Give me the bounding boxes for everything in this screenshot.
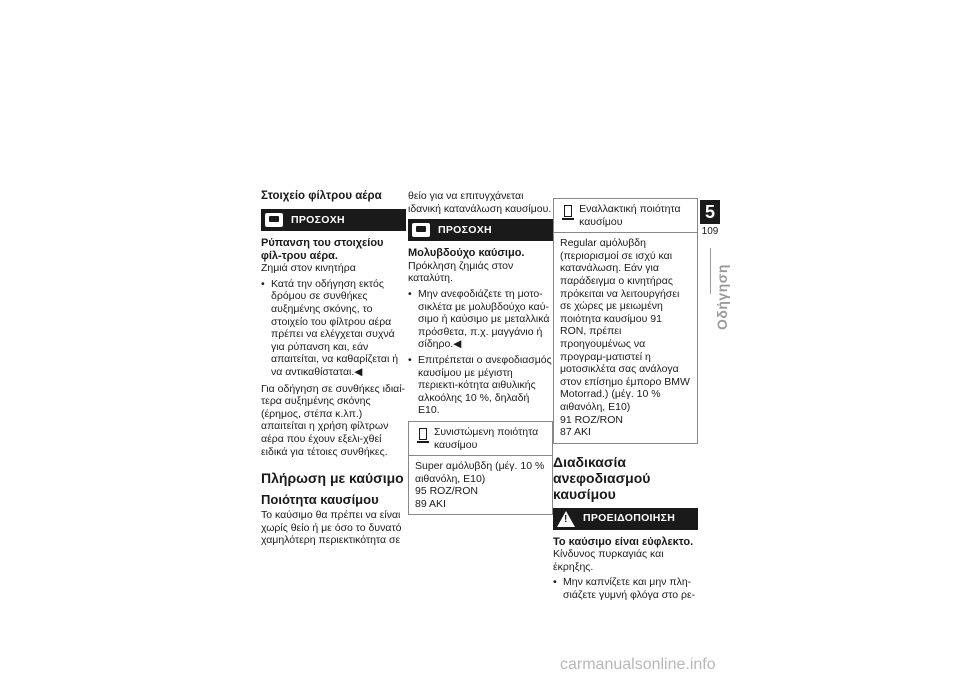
caution-consequence: Πρόκληση ζημιάς στον καταλύτη. [408, 259, 514, 285]
divider [710, 248, 711, 294]
warning-consequence: Κίνδυνος πυρκαγιάς και έκρηξης. [553, 548, 664, 573]
recommended-fuel-box [408, 421, 553, 516]
fuel-ron: 95 ROZ/RON [415, 485, 479, 498]
warning-subject: Το καύσιμο είναι εύφλεκτο. [553, 535, 694, 548]
page-number: 109 [701, 226, 719, 237]
chapter-marker [700, 200, 720, 237]
box-header [554, 199, 697, 233]
box-title: Εναλλακτική ποιότητα καυσίμου [579, 203, 681, 228]
heading-air-filter: Στοιχείο φίλτρου αέρα [261, 190, 382, 202]
caution-banner [261, 209, 406, 231]
box-title: Συνιστώμενη ποιότητα καυσίμου [433, 425, 539, 451]
column-3 [553, 190, 698, 606]
chapter-side-label: Οδήγηση [714, 264, 730, 330]
box-body [554, 233, 697, 443]
list-item: • Μην ανεφοδιάζετε τη μοτο-σικλέτα με μολυβδούχο καύ-σιμο ή καύσιμο με μεταλλικά πρόσθετα, π.χ. μαγγάνιο ή σίδηρο.◀ [408, 288, 553, 351]
heading-fuel-quality: Ποιότητα καυσίμου [261, 492, 379, 508]
caution-list [408, 288, 553, 417]
paragraph: Για οδήγηση σε συνθήκες ιδιαί-τερα αυξημένης σκόνης (έρημος, στέπα κ.λπ.) απαιτείται η χρήση φίλτρων αέρα που έχουν εξελι-χθεί ειδικά για τέτοιες συνθήκες. [261, 382, 406, 458]
warning-list [553, 576, 698, 601]
caution-label: ΠΡΟΣΟΧΗ [291, 213, 345, 226]
fuel-aki: 89 AKI [415, 497, 446, 510]
watermark: carmanualsonline.info [560, 656, 716, 673]
list-item: • Μην καπνίζετε και μην πλη-σιάζετε γυμνή φλόγα στο ρε- [553, 576, 698, 601]
warning-triangle-icon: ! [555, 508, 577, 530]
box-body [409, 456, 552, 514]
caution-consequence: Ζημιά στον κινητήρα [261, 262, 356, 275]
fuel-pump-icon [417, 428, 426, 444]
fuel-spec: Super αμόλυβδη (μέγ. 10 % αιθανόλη, E10) [415, 460, 545, 485]
caution-subject: Ρύπανση του στοιχείου φίλ-τρου αέρα. [261, 237, 384, 262]
column-2 [408, 190, 553, 521]
caution-list [261, 278, 406, 379]
engine-caution-icon [263, 209, 285, 231]
caution-banner [408, 219, 553, 241]
heading-refuelling-procedure: Διαδικασία ανεφοδιασμού καυσίμου [553, 453, 651, 502]
column-1 [261, 190, 406, 550]
paragraph: θείο για να επιτυγχάνεται ιδανική κατανάλωση καυσίμου. [408, 190, 552, 215]
list-item: • Κατά την οδήγηση εκτός δρόμου σε συνθήκες αυξημένης σκόνης, το στοιχείο του φίλτρου αέρα πρέπει να ελέγχεται συχνά για ρύπανση και, εάν απαιτείται, να καθαρίζεται ή να αντικαθίσταται.◀ [261, 278, 406, 379]
list-item: • Επιτρέπεται ο ανεφοδιασμός καυσίμου με μέγιστη περιεκτι-κότητα αιθυλικής αλκοόλης 10 %, δηλαδή E10. [408, 354, 553, 417]
warning-label: ΠΡΟΕΙΔΟΠΟΙΗΣΗ [583, 512, 676, 525]
fuel-pump-icon [562, 205, 571, 221]
chapter-number: 5 [700, 200, 720, 224]
fuel-ron: 91 ROZ/RON [560, 413, 624, 426]
fuel-aki: 87 AKI [560, 426, 591, 439]
alternative-fuel-box [553, 198, 698, 444]
engine-caution-icon [410, 219, 432, 241]
warning-banner [553, 508, 698, 530]
heading-refuelling: Πλήρωση με καύσιμο [261, 470, 404, 487]
box-header [409, 422, 552, 456]
caution-subject: Μολυβδούχο καύσιμο. [408, 247, 525, 260]
paragraph: Το καύσιμο θα πρέπει να είναι χωρίς θείο ή με όσο το δυνατό χαμηλότερη περιεκτικότητα σε [261, 509, 402, 547]
caution-label: ΠΡΟΣΟΧΗ [438, 223, 492, 236]
fuel-spec: Regular αμόλυβδη (περιορισμοί σε ισχύ και κατανάλωση. Εάν για παράδειγμα ο κινητήρας πρόκειται να λειτουργήσει σε χώρες με μειωμένη ποιότητα καυσίμου 91 RON, πρέπει προηγουμένως να προγραμ-ματιστεί η μοτοσικλέτα σας ανάλογα στον επίσημο έμπορο BMW Motorrad.) (μέγ. 10 % αιθανόλη, E10) [560, 237, 690, 413]
